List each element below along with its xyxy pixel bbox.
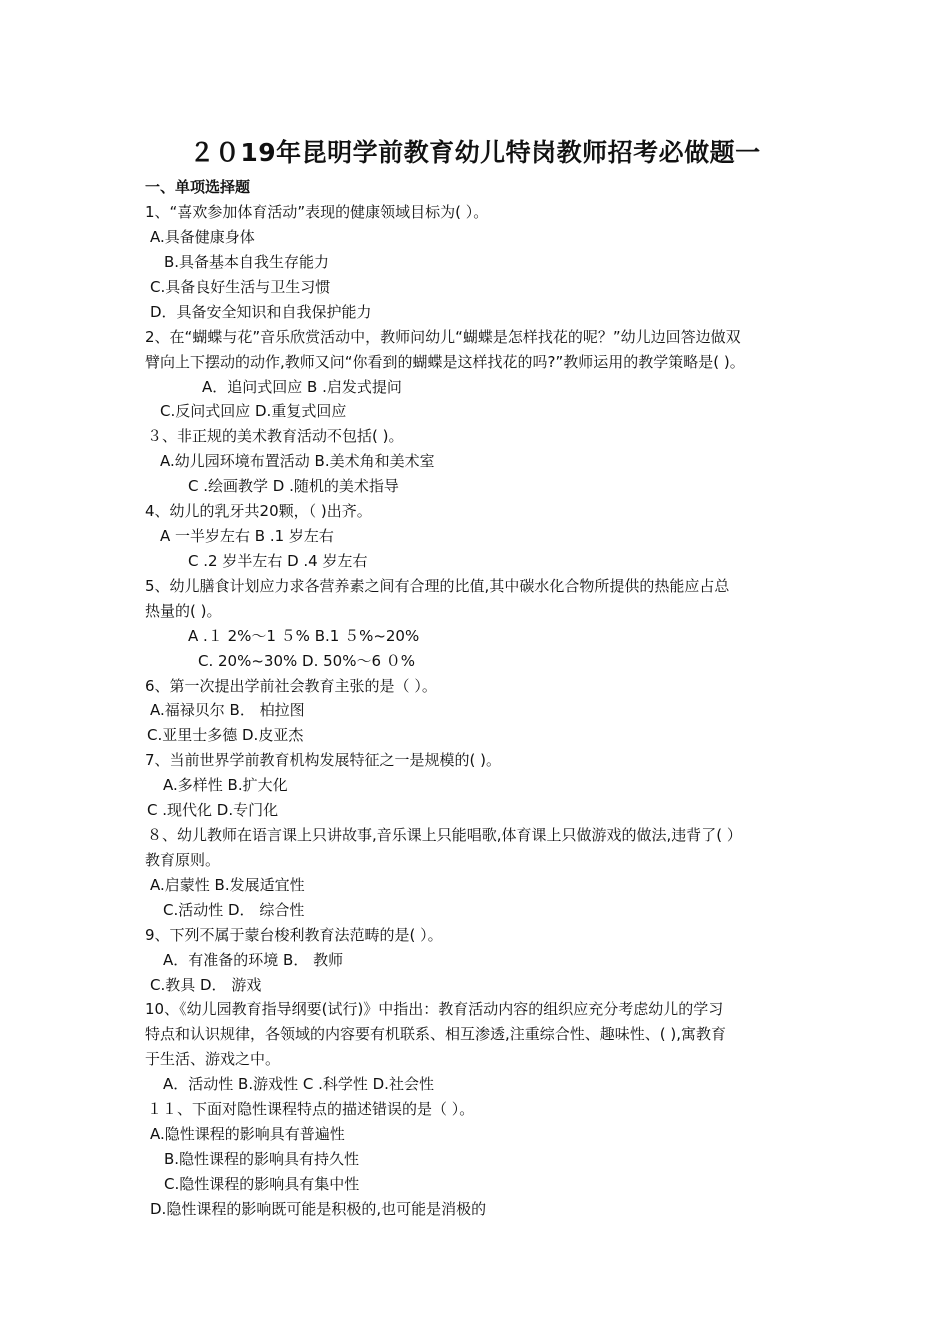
question-2-stem-line-2: 臂向上下摆动的动作,教师又问“你看到的蝴蝶是这样找花的吗?”教师运用的教学策略是( )。 bbox=[145, 353, 745, 371]
question-3-stem: ３、非正规的美术教育活动不包括( )。 bbox=[147, 427, 404, 445]
question-10-stem-line-2: 特点和认识规律，各领域的内容要有机联系、相互渗透,注重综合性、趣味性、( ),寓教育 bbox=[145, 1025, 727, 1043]
question-11-stem: １１、下面对隐性课程特点的描述错误的是（ ）。 bbox=[147, 1100, 475, 1118]
question-2-stem-line-1: 2、在“蝴蝶与花”音乐欣赏活动中，教师问幼儿“蝴蝶是怎样找花的呢？”幼儿边回答边做双 bbox=[145, 328, 741, 346]
question-9-options-ab: A．有准备的环境 B． 教师 bbox=[163, 951, 344, 969]
question-10-stem-line-1: 10、《幼儿园教育指导纲要(试行)》中指出：教育活动内容的组织应充分考虑幼儿的学习 bbox=[145, 1000, 724, 1018]
question-5-options-cd: C. 20%~30% D. 50%～6 ０% bbox=[198, 652, 416, 670]
question-10-options: A．活动性 B.游戏性 C .科学性 D.社会性 bbox=[163, 1075, 434, 1093]
question-4-options-ab: A 一半岁左右 B .1 岁左右 bbox=[160, 527, 334, 545]
section-heading: 一、单项选择题 bbox=[145, 178, 251, 196]
question-7-stem: 7、当前世界学前教育机构发展特征之一是规模的( )。 bbox=[145, 751, 502, 769]
question-1-stem: 1、“喜欢参加体育活动”表现的健康领域目标为( ）。 bbox=[145, 203, 489, 221]
question-11-option-b: B.隐性课程的影响具有持久性 bbox=[164, 1150, 360, 1168]
question-8-options-ab: A.启蒙性 B.发展适宜性 bbox=[150, 876, 305, 894]
question-8-stem-line-1: ８、幼儿教师在语言课上只讲故事,音乐课上只能唱歌,体育课上只做游戏的做法,违背了( ） bbox=[147, 826, 742, 844]
question-3-options-ab: A.幼儿园环境布置活动 B.美术角和美术室 bbox=[160, 452, 435, 470]
question-1-option-a: A.具备健康身体 bbox=[150, 228, 255, 246]
document-title: ２０19年昆明学前教育幼儿特岗教师招考必做题一 bbox=[189, 138, 761, 167]
question-8-options-cd: C.活动性 D． 综合性 bbox=[163, 901, 305, 919]
question-11-option-c: C.隐性课程的影响具有集中性 bbox=[164, 1175, 360, 1193]
question-6-stem: 6、第一次提出学前社会教育主张的是（ ）。 bbox=[145, 677, 437, 695]
question-10-stem-line-3: 于生活、游戏之中。 bbox=[145, 1050, 281, 1068]
question-5-stem-line-1: 5、幼儿膳食计划应力求各营养素之间有合理的比值,其中碳水化合物所提供的热能应占总 bbox=[145, 577, 730, 595]
question-2-options-ab: A．追问式回应 B .启发式提问 bbox=[202, 378, 402, 396]
question-6-options-ab: A.福禄贝尔 B． 柏拉图 bbox=[150, 701, 305, 719]
question-3-options-cd: C .绘画教学 D .随机的美术指导 bbox=[188, 477, 399, 495]
question-1-option-d: D．具备安全知识和自我保护能力 bbox=[150, 303, 372, 321]
question-9-options-cd: C.教具 D． 游戏 bbox=[150, 976, 262, 994]
question-1-option-b: B.具备基本自我生存能力 bbox=[164, 253, 330, 271]
question-11-option-d: D.隐性课程的影响既可能是积极的,也可能是消极的 bbox=[150, 1200, 487, 1218]
question-8-stem-line-2: 教育原则。 bbox=[145, 851, 221, 869]
question-5-options-ab: A .１ 2%～1 ５% B.1 ５%~20% bbox=[188, 627, 420, 645]
question-4-options-cd: C .2 岁半左右 D .4 岁左右 bbox=[188, 552, 368, 570]
question-7-options-cd: C .现代化 D.专门化 bbox=[147, 801, 279, 819]
question-4-stem: 4、幼儿的乳牙共20颗，（ )出齐。 bbox=[145, 502, 372, 520]
question-5-stem-line-2: 热量的( )。 bbox=[145, 602, 222, 620]
question-1-option-c: C.具备良好生活与卫生习惯 bbox=[150, 278, 331, 296]
question-11-option-a: A.隐性课程的影响具有普遍性 bbox=[150, 1125, 345, 1143]
question-6-options-cd: C.亚里士多德 D.皮亚杰 bbox=[147, 726, 304, 744]
question-9-stem: 9、下列不属于蒙台梭利教育法范畴的是( ）。 bbox=[145, 926, 443, 944]
question-7-options-ab: A.多样性 B.扩大化 bbox=[163, 776, 288, 794]
question-2-options-cd: C.反问式回应 D.重复式回应 bbox=[160, 402, 347, 420]
